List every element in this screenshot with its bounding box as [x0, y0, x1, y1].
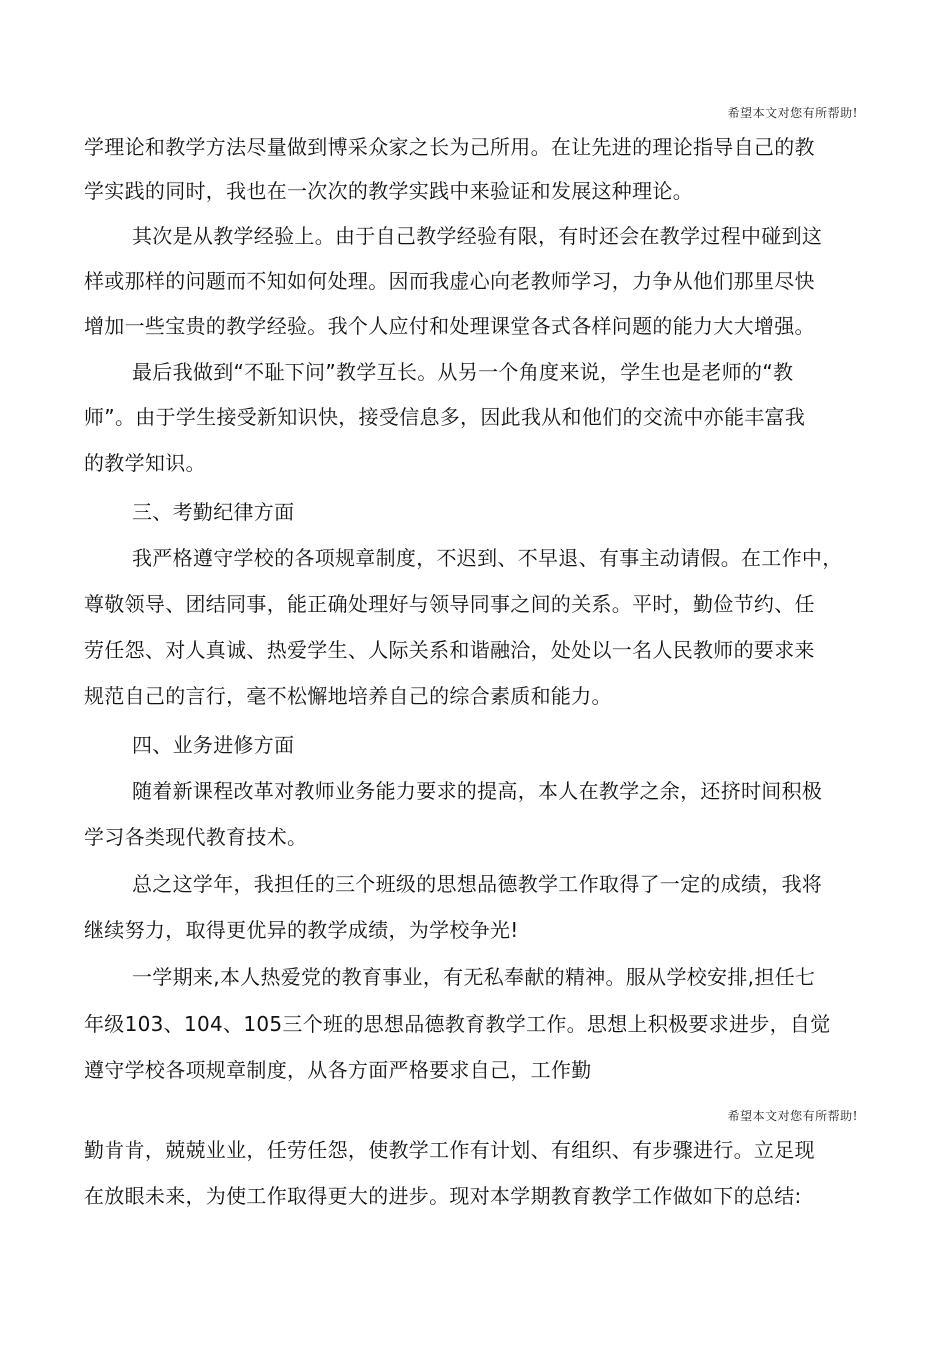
paragraph-start-line: 我严格遵守学校的各项规章制度，不迟到、不早退、有事主动请假。在工作中，	[132, 546, 843, 570]
text-line: 继续努力，取得更优异的教学成绩，为学校争光!	[84, 918, 519, 942]
section-heading: 三、考勤纪律方面	[132, 500, 295, 524]
text-line: 样或那样的问题而不知如何处理。因而我虚心向老教师学习，力争从他们那里尽快	[84, 269, 815, 293]
text-line: 学实践的同时，我也在一次次的教学实践中来验证和发展这种理论。	[84, 179, 693, 203]
text-line: 的教学知识。	[84, 451, 206, 475]
text-line: 尊敬领导、团结同事，能正确处理好与领导同事之间的关系。平时，勤俭节约、任	[84, 592, 815, 616]
text-line: 规范自己的言行，毫不松懈地培养自己的综合素质和能力。	[84, 684, 612, 708]
text-line: 师”。由于学生接受新知识快，接受信息多，因此我从和他们的交流中亦能丰富我	[84, 405, 806, 429]
text-line: 学习各类现代教育技术。	[84, 825, 308, 849]
text-line: 学理论和教学方法尽量做到博采众家之长为己所用。在让先进的理论指导自己的教	[84, 135, 815, 159]
header-note: 希望本文对您有所帮助!	[727, 1109, 858, 1123]
text-line: 勤肯肯，兢兢业业，任劳任怨，使教学工作有计划、有组织、有步骤进行。立足现	[84, 1138, 815, 1162]
paragraph-start-line: 最后我做到“不耻下问”教学互长。从另一个角度来说，学生也是老师的“教	[132, 360, 794, 384]
text-line: 劳任怨、对人真诚、热爱学生、人际关系和谐融洽，处处以一名人民教师的要求来	[84, 638, 815, 662]
paragraph-start-line: 其次是从教学经验上。由于自己教学经验有限，有时还会在教学过程中碰到这	[132, 224, 823, 248]
paragraph-start-line: 一学期来,本人热爱党的教育事业，有无私奉献的精神。服从学校安排,担任七	[132, 965, 816, 989]
paragraph-start-line: 随着新课程改革对教师业务能力要求的提高，本人在教学之余，还挤时间积极	[132, 779, 823, 803]
section-heading: 四、业务进修方面	[132, 733, 295, 757]
header-note: 希望本文对您有所帮助!	[727, 106, 858, 120]
paragraph-start-line: 总之这学年，我担任的三个班级的思想品德教学工作取得了一定的成绩，我将	[132, 872, 823, 896]
text-line: 增加一些宝贵的教学经验。我个人应付和处理课堂各式各样问题的能力大大增强。	[84, 314, 815, 338]
text-line: 遵守学校各项规章制度，从各方面严格要求自己，工作勤	[84, 1058, 592, 1082]
text-line: 年级103、104、105三个班的思想品德教育教学工作。思想上积极要求进步，自觉	[84, 1012, 831, 1036]
text-line: 在放眼未来，为使工作取得更大的进步。现对本学期教育教学工作做如下的总结:	[84, 1184, 802, 1208]
